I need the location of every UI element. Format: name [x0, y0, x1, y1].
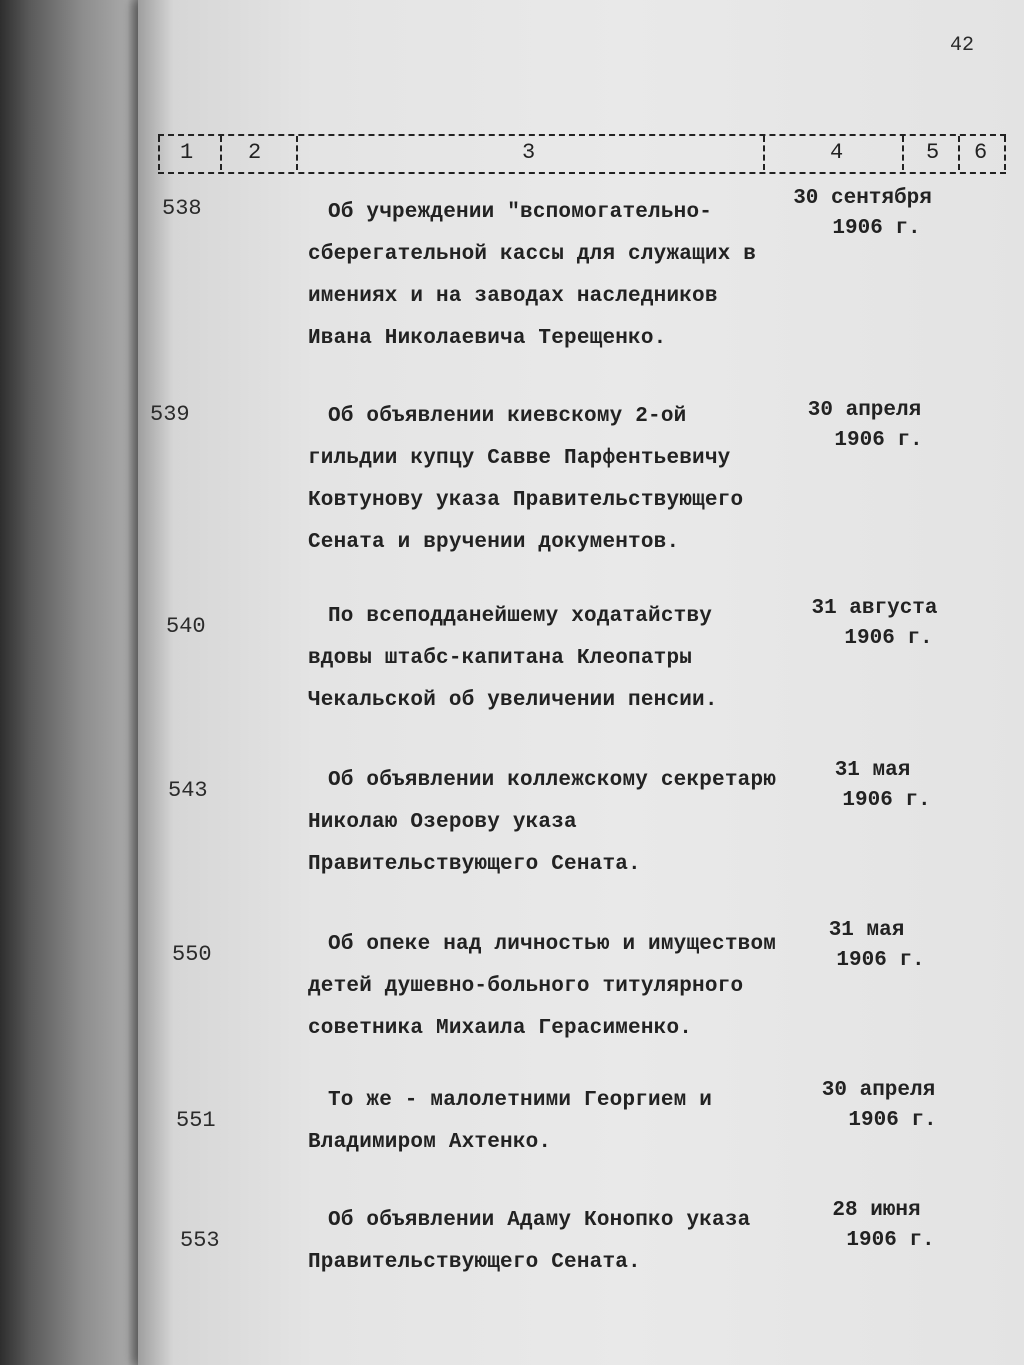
column-header-6: 6 [974, 140, 988, 165]
column-separator [1004, 136, 1006, 170]
entry-number: 538 [162, 196, 202, 221]
entry-date-year: 1906 г. [846, 1229, 935, 1252]
page-number: 42 [950, 34, 975, 57]
entry-title: Об объявлении киевскому 2-ой гильдии купцу Савве Парфентьевичу Ковтунову указа Правительствующего Сената и вручении документов. [308, 405, 744, 554]
entry-date-day-month: 28 июня [832, 1199, 921, 1222]
column-separator [220, 136, 222, 170]
entry-date-day-month: 30 апреля [807, 399, 922, 422]
column-separator [763, 136, 765, 170]
entry-date [780, 184, 945, 244]
header-bottom-rule [158, 172, 1006, 174]
column-header-5: 5 [926, 140, 940, 165]
entry-title: То же - малолетними Георгием и Владимиром Ахтенко. [308, 1089, 713, 1154]
column-header-3: 3 [522, 140, 536, 165]
entry-date-year: 1906 г. [836, 949, 925, 972]
column-separator [296, 136, 298, 170]
entry-date-day-month: 31 мая [828, 919, 905, 942]
entry-title: Об объявлении коллежскому секретарю Николаю Озерову указа Правительствующего Сената. [308, 769, 777, 876]
entry-title: Об учреждении "вспомогательно-сберегательной кассы для служащих в имениях и на заводах наследников Ивана Николаевича Терещенко. [308, 201, 757, 350]
entry-number: 543 [168, 778, 208, 803]
entry-date-year: 1906 г. [842, 789, 931, 812]
entry-number: 539 [150, 402, 190, 427]
entry-date-day-month: 31 августа [811, 597, 938, 620]
entry-date [792, 594, 957, 654]
entry-title: По всеподданейшему ходатайству вдовы штабс-капитана Клеопатры Чекальской об увеличении пенсии. [308, 605, 718, 712]
column-separator [158, 136, 160, 170]
column-header-4: 4 [830, 140, 844, 165]
column-header-2: 2 [248, 140, 262, 165]
column-separator [958, 136, 960, 170]
entry-date [784, 916, 949, 976]
adjacent-page-edge [0, 0, 150, 1365]
entry-number: 540 [166, 614, 206, 639]
entry-number: 553 [180, 1228, 220, 1253]
entry-date-day-month: 30 апреля [821, 1079, 936, 1102]
entry-date-day-month: 30 сентября [793, 187, 932, 210]
header-top-rule [158, 134, 1006, 136]
column-header-strip [158, 134, 1006, 174]
entry-date [790, 756, 955, 816]
entry-date-day-month: 31 мая [834, 759, 911, 782]
entry-number: 551 [176, 1108, 216, 1133]
column-separator [902, 136, 904, 170]
entry-date-year: 1906 г. [834, 429, 923, 452]
entry-title: Об опеке над личностью и имуществом детей душевно-больного титулярного советника Михаила Герасименко. [308, 933, 777, 1040]
entry-date [782, 396, 947, 456]
entry-date-year: 1906 г. [832, 217, 921, 240]
entry-title: Об объявлении Адаму Конопко указа Правительствующего Сената. [308, 1209, 751, 1274]
column-header-1: 1 [180, 140, 194, 165]
entry-date [796, 1076, 961, 1136]
entry-number: 550 [172, 942, 212, 967]
entry-date-year: 1906 г. [848, 1109, 937, 1132]
entry-date [794, 1196, 959, 1256]
entry-date-year: 1906 г. [844, 627, 933, 650]
